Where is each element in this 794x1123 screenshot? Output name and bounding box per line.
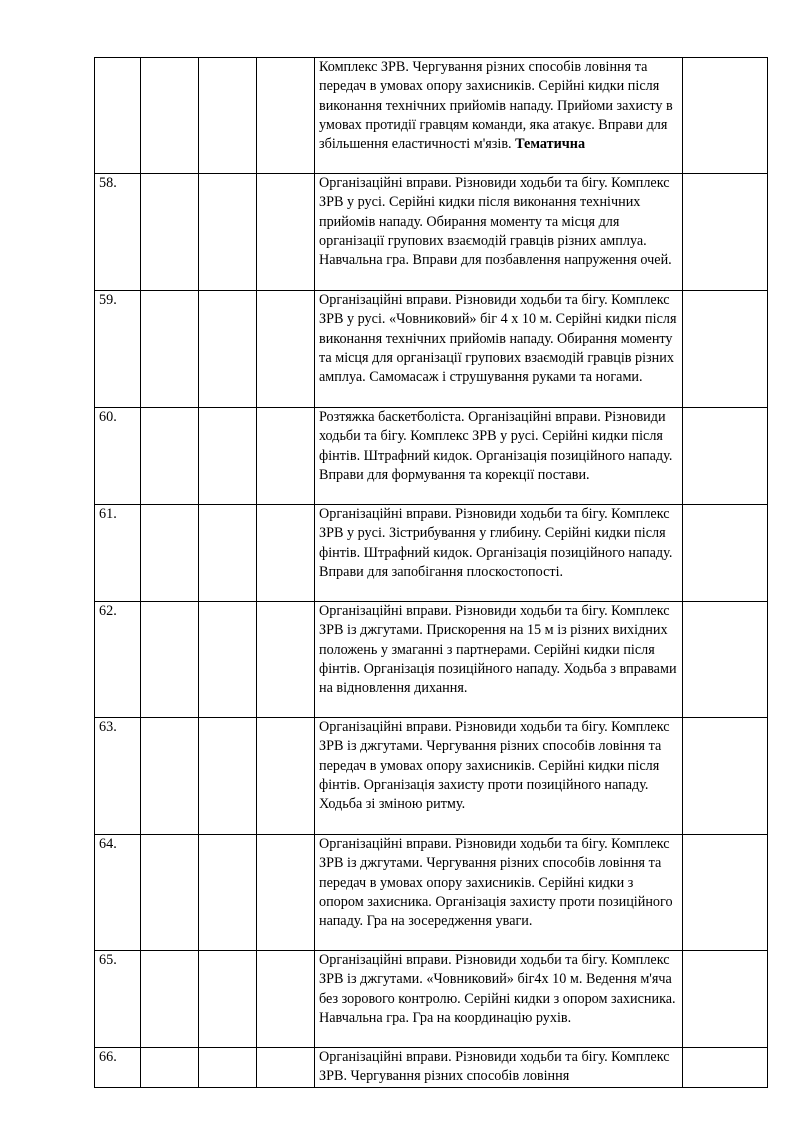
empty-cell [199, 951, 257, 1048]
lesson-content-cell [315, 408, 683, 505]
lesson-number-cell: 65. [95, 951, 141, 1048]
table-row [95, 718, 768, 835]
lesson-content-cell [315, 174, 683, 291]
lesson-content-cell [315, 1048, 683, 1088]
lesson-number-cell: 59. [95, 291, 141, 408]
empty-cell [257, 58, 315, 174]
empty-cell [199, 505, 257, 602]
lesson-content-text: Організаційні вправи. Різновиди ходьби та бігу. Комплекс ЗРВ із джгутами. Чергування різних способів ловіння та передач в умовах опору захисників. Серійні кидки з опором захисника. Організація захисту проти позиційного нападу. Гра на зосередження уваги. [319, 836, 673, 930]
table-row [95, 1048, 768, 1088]
empty-cell [141, 835, 199, 951]
notes-cell [683, 505, 768, 602]
lesson-content-text: Організаційні вправи. Різновиди ходьби та бігу. Комплекс ЗРВ у русі. Зістрибування у глибину. Серійні кидки після фінтів. Штрафний кидок. Організація позиційного нападу. Вправи для запобігання плоскостопості. [319, 506, 673, 580]
empty-cell [257, 505, 315, 602]
table-row [95, 505, 768, 602]
lesson-number-cell: 60. [95, 408, 141, 505]
notes-cell [683, 291, 768, 408]
lesson-content-cell [315, 951, 683, 1048]
notes-cell [683, 1048, 768, 1088]
table-row [95, 835, 768, 951]
lesson-number-cell: 64. [95, 835, 141, 951]
lesson-plan-table [94, 57, 768, 1088]
empty-cell [257, 718, 315, 835]
lesson-content-text: Організаційні вправи. Різновиди ходьби та бігу. Комплекс ЗРВ у русі. Серійні кидки після виконання технічних прийомів нападу. Обирання моменту та місця для організації групових взаємодій гравців різних амплуа. Навчальна гра. Вправи для позбавлення напруження очей. [319, 175, 672, 269]
empty-cell [141, 58, 199, 174]
lesson-content-cell [315, 505, 683, 602]
empty-cell [257, 291, 315, 408]
lesson-content-cell [315, 291, 683, 408]
lesson-content-text: Організаційні вправи. Різновиди ходьби та бігу. Комплекс ЗРВ із джгутами. «Човниковий» біг4х 10 м. Ведення м'яча без зорового контролю. Серійні кидки з опором захисника. Навчальна гра. Гра на координацію рухів. [319, 952, 676, 1026]
empty-cell [141, 602, 199, 718]
table-row [95, 602, 768, 718]
empty-cell [257, 1048, 315, 1088]
lesson-content-text: Організаційні вправи. Різновиди ходьби та бігу. Комплекс ЗРВ із джгутами. Прискорення на 15 м із різних вихідних положень у змаганні з партнерами. Серійні кидки після фінтів. Організація позиційного нападу. Ходьба з вправами на відновлення дихання. [319, 603, 677, 697]
notes-cell [683, 835, 768, 951]
table-row [95, 291, 768, 408]
empty-cell [257, 174, 315, 291]
empty-cell [257, 408, 315, 505]
lesson-number-cell: 62. [95, 602, 141, 718]
empty-cell [199, 835, 257, 951]
notes-cell [683, 408, 768, 505]
empty-cell [141, 951, 199, 1048]
empty-cell [141, 291, 199, 408]
lesson-content-text: Організаційні вправи. Різновиди ходьби та бігу. Комплекс ЗРВ у русі. «Човниковий» біг 4 х 10 м. Серійні кидки після виконання технічних прийомів нападу. Обирання моменту та місця для організації групових взаємодій гравців різних амплуа. Самомасаж і струшування руками та ногами. [319, 292, 677, 386]
lesson-content-text: Організаційні вправи. Різновиди ходьби та бігу. Комплекс ЗРВ із джгутами. Чергування різних способів ловіння та передач в умовах опору захисників. Серійні кидки після фінтів. Організація захисту проти позиційного нападу. Ходьба зі зміною ритму. [319, 719, 670, 813]
notes-cell [683, 951, 768, 1048]
lesson-content-cell [315, 602, 683, 718]
notes-cell [683, 718, 768, 835]
lesson-number-cell: 63. [95, 718, 141, 835]
lesson-number-cell: 58. [95, 174, 141, 291]
empty-cell [141, 1048, 199, 1088]
table-row [95, 58, 768, 174]
notes-cell [683, 58, 768, 174]
table-row [95, 408, 768, 505]
empty-cell [257, 602, 315, 718]
lesson-content-text: Розтяжка баскетболіста. Організаційні вправи. Різновиди ходьби та бігу. Комплекс ЗРВ у русі. Серійні кидки після фінтів. Штрафний кидок. Організація позиційного нападу. Вправи для формування та корекції постави. [319, 409, 673, 483]
lesson-number-cell [95, 58, 141, 174]
lesson-content-text: Комплекс ЗРВ. Чергування різних способів ловіння та передач в умовах опору захисників. Серійні кидки після виконання технічних прийомів нападу. Прийоми захисту в умовах протидії гравцям команди, яка атакує. Вправи для збільшення еластичності м'язів. [319, 59, 673, 153]
empty-cell [199, 174, 257, 291]
lesson-content-cell [315, 58, 683, 174]
lesson-content-cell [315, 835, 683, 951]
empty-cell [257, 835, 315, 951]
lesson-number-cell: 61. [95, 505, 141, 602]
notes-cell [683, 602, 768, 718]
empty-cell [199, 291, 257, 408]
table-row [95, 951, 768, 1048]
lesson-content-cell [315, 718, 683, 835]
empty-cell [141, 718, 199, 835]
empty-cell [199, 1048, 257, 1088]
lesson-number-cell: 66. [95, 1048, 141, 1088]
lesson-type-label: Тематична [515, 136, 586, 153]
empty-cell [199, 602, 257, 718]
empty-cell [199, 408, 257, 505]
empty-cell [257, 951, 315, 1048]
empty-cell [141, 174, 199, 291]
empty-cell [199, 58, 257, 174]
empty-cell [141, 505, 199, 602]
empty-cell [199, 718, 257, 835]
table-row [95, 174, 768, 291]
empty-cell [141, 408, 199, 505]
notes-cell [683, 174, 768, 291]
lesson-content-text: Організаційні вправи. Різновиди ходьби та бігу. Комплекс ЗРВ. Чергування різних способів ловіння [319, 1049, 670, 1085]
